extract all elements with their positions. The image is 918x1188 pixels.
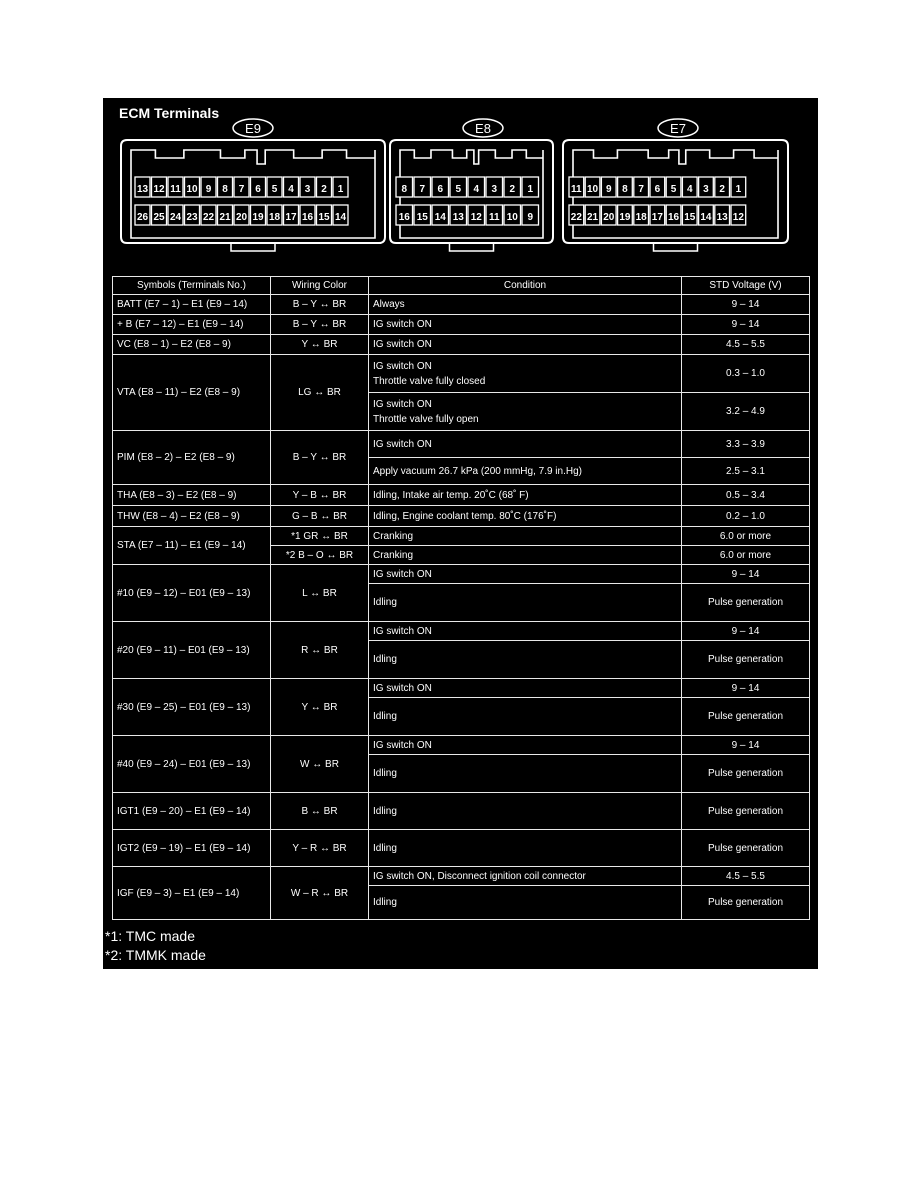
condition (369, 698, 682, 736)
footnote-1: *1: TMC made (105, 928, 195, 944)
wiring-color: Y – B ↔ BR (271, 485, 369, 506)
pin-number: 4 (473, 184, 480, 195)
terminal-symbol: THA (E8 – 3) – E2 (E8 – 9) (113, 485, 271, 506)
pin-number: 20 (235, 212, 248, 223)
pin-number: 13 (452, 212, 464, 223)
condition-line: Idling (373, 805, 397, 817)
condition (369, 679, 682, 698)
pin-number: 7 (638, 184, 644, 195)
pin-number: 7 (238, 184, 245, 195)
condition (369, 458, 682, 485)
pin-number: 21 (586, 212, 599, 223)
terminal-table (112, 276, 810, 920)
condition (369, 335, 682, 355)
pin-number: 2 (321, 184, 327, 195)
condition (369, 641, 682, 679)
pin-number: 9 (527, 212, 534, 223)
pin-number: 14 (334, 212, 347, 223)
pin-number: 10 (506, 212, 518, 223)
condition-line: IG switch ON (373, 339, 432, 350)
wiring-color: B – Y ↔ BR (271, 431, 369, 485)
pin-number: 20 (603, 212, 615, 223)
condition-line: Idling (373, 768, 397, 779)
terminal-symbol: VTA (E8 – 11) – E2 (E8 – 9) (113, 355, 271, 431)
std-voltage: 9 – 14 (682, 622, 810, 641)
condition-line: IG switch ON (373, 625, 432, 637)
std-voltage: Pulse generation (682, 886, 810, 920)
pin-number: 23 (186, 212, 198, 223)
wiring-color: R ↔ BR (271, 622, 369, 679)
condition (369, 622, 682, 641)
wiring-color: *1 GR ↔ BR (271, 527, 369, 546)
wiring-color: G – B ↔ BR (271, 506, 369, 527)
pin-number: 19 (619, 212, 631, 223)
terminal-symbol: #10 (E9 – 12) – E01 (E9 – 13) (113, 565, 271, 622)
connector-tab (231, 243, 275, 251)
std-voltage: 4.5 – 5.5 (682, 335, 810, 355)
connector-diagram (103, 98, 818, 273)
std-voltage: Pulse generation (682, 584, 810, 622)
pin-number: 12 (470, 212, 482, 223)
condition (369, 886, 682, 920)
pin-number: 5 (271, 184, 278, 195)
std-voltage: Pulse generation (682, 830, 810, 867)
condition-line: Idling, Intake air temp. 20˚C (68˚ F) (373, 489, 529, 501)
table-row (113, 793, 810, 830)
std-voltage: 6.0 or more (682, 546, 810, 565)
terminal-symbol: STA (E7 – 11) – E1 (E9 – 14) (113, 527, 271, 565)
pin-number: 9 (205, 184, 212, 195)
pin-number: 12 (732, 212, 744, 223)
pin-number: 18 (635, 212, 647, 223)
wiring-color: B – Y ↔ BR (271, 295, 369, 315)
ecm-terminals-panel (103, 98, 818, 969)
wiring-color: B ↔ BR (271, 793, 369, 830)
std-voltage: 2.5 – 3.1 (682, 458, 810, 485)
pin-number: 9 (605, 184, 612, 195)
terminal-symbol: #20 (E9 – 11) – E01 (E9 – 13) (113, 622, 271, 679)
pin-number: 6 (654, 184, 661, 195)
terminal-symbol: #40 (E9 – 24) – E01 (E9 – 13) (113, 736, 271, 793)
table-row (113, 506, 810, 527)
wiring-color: *2 B – O ↔ BR (271, 546, 369, 565)
terminal-symbol: BATT (E7 – 1) – E1 (E9 – 14) (113, 295, 271, 315)
terminal-symbol: PIM (E8 – 2) – E2 (E8 – 9) (113, 431, 271, 485)
pin-number: 16 (398, 212, 410, 223)
pin-number: 3 (491, 184, 498, 195)
condition (369, 431, 682, 458)
pin-number: 11 (571, 184, 582, 195)
footnotes (105, 927, 206, 965)
connector-label: E9 (245, 121, 261, 136)
pin-number: 13 (716, 212, 728, 223)
condition-line: Throttle valve fully closed (373, 375, 486, 387)
std-voltage: 3.2 – 4.9 (682, 393, 810, 431)
pin-number: 3 (703, 184, 709, 195)
pin-number: 5 (455, 184, 462, 195)
table-row (113, 315, 810, 335)
std-voltage: Pulse generation (682, 793, 810, 830)
condition-line: Cranking (373, 530, 414, 542)
terminal-symbol: THW (E8 – 4) – E2 (E8 – 9) (113, 506, 271, 527)
pin-number: 18 (268, 212, 281, 223)
std-voltage: 9 – 14 (682, 565, 810, 584)
condition-line: Throttle valve fully open (373, 413, 479, 425)
condition (369, 315, 682, 335)
pin-number: 11 (488, 212, 500, 223)
table-row (113, 527, 810, 546)
terminal-symbol: IGT2 (E9 – 19) – E1 (E9 – 14) (113, 830, 271, 867)
pin-number: 6 (255, 184, 261, 195)
pin-number: 8 (622, 184, 628, 195)
condition (369, 355, 682, 393)
std-voltage: Pulse generation (682, 755, 810, 793)
condition (369, 295, 682, 315)
terminal-symbol: IGT1 (E9 – 20) – E1 (E9 – 14) (113, 793, 271, 830)
pin-number: 15 (416, 212, 428, 223)
pin-number: 12 (153, 184, 165, 195)
condition (369, 867, 682, 886)
header-condition: Condition (369, 277, 682, 295)
pin-number: 1 (527, 184, 534, 195)
wiring-color: W – R ↔ BR (271, 867, 369, 920)
table-row (113, 736, 810, 755)
connector-tab (450, 243, 494, 251)
pin-number: 10 (186, 184, 198, 195)
std-voltage: 6.0 or more (682, 527, 810, 546)
wiring-color: Y – R ↔ BR (271, 830, 369, 867)
pin-number: 19 (252, 212, 264, 223)
header-std-voltage: STD Voltage (V) (682, 277, 810, 295)
panel-title: ECM Terminals (119, 105, 220, 121)
terminal-symbol: IGF (E9 – 3) – E1 (E9 – 14) (113, 867, 271, 920)
std-voltage: Pulse generation (682, 641, 810, 679)
std-voltage: 4.5 – 5.5 (682, 867, 810, 886)
condition-line: Idling (373, 711, 397, 722)
condition-line: Always (373, 299, 405, 310)
condition (369, 393, 682, 431)
wiring-color: Y ↔ BR (271, 679, 369, 736)
std-voltage: 9 – 14 (682, 679, 810, 698)
condition-line: IG switch ON (373, 438, 432, 450)
table-row (113, 830, 810, 867)
condition-line: IG switch ON (373, 360, 432, 372)
wiring-color: L ↔ BR (271, 565, 369, 622)
pin-number: 13 (136, 184, 149, 195)
condition-line: Apply vacuum 26.7 kPa (200 mmHg, 7.9 in.Hg) (373, 465, 582, 477)
pin-number: 17 (285, 212, 297, 223)
condition (369, 527, 682, 546)
table-header-row (113, 277, 810, 295)
pin-number: 1 (337, 184, 344, 195)
table-row (113, 355, 810, 393)
pin-number: 15 (684, 212, 696, 223)
terminal-symbol: + B (E7 – 12) – E1 (E9 – 14) (113, 315, 271, 335)
condition (369, 485, 682, 506)
table-row (113, 485, 810, 506)
condition-line: IG switch ON (373, 739, 432, 751)
pin-number: 21 (219, 212, 231, 223)
condition-line: Idling (373, 597, 397, 608)
footnote-2: *2: TMMK made (105, 947, 206, 963)
std-voltage: 0.5 – 3.4 (682, 485, 810, 506)
connector-tab (654, 243, 698, 251)
table-row (113, 431, 810, 458)
pin-number: 4 (686, 184, 693, 195)
table-row (113, 622, 810, 641)
condition (369, 584, 682, 622)
pin-number: 25 (153, 212, 165, 223)
pin-number: 15 (318, 212, 330, 223)
condition-line: Idling (373, 654, 397, 665)
table-row (113, 565, 810, 584)
pin-number: 2 (509, 184, 516, 195)
header-wiring-color: Wiring Color (271, 277, 369, 295)
pin-number: 11 (170, 184, 181, 195)
condition-line: IG switch ON, Disconnect ignition coil connector (373, 870, 586, 882)
condition-line: IG switch ON (373, 319, 432, 330)
table-row (113, 679, 810, 698)
std-voltage: 9 – 14 (682, 736, 810, 755)
table-row (113, 335, 810, 355)
pin-number: 8 (222, 184, 228, 195)
pin-number: 26 (136, 212, 149, 223)
std-voltage: 0.3 – 1.0 (682, 355, 810, 393)
condition (369, 755, 682, 793)
terminal-symbol: VC (E8 – 1) – E2 (E8 – 9) (113, 335, 271, 355)
connector-e7 (563, 119, 788, 251)
condition-line: IG switch ON (373, 398, 432, 410)
connector-e9 (121, 119, 385, 251)
pin-number: 4 (288, 184, 294, 195)
pin-number: 16 (301, 212, 314, 223)
pin-number: 22 (570, 212, 582, 223)
pin-number: 5 (670, 184, 677, 195)
pin-number: 14 (700, 212, 712, 223)
connector-e8 (390, 119, 553, 251)
table-row (113, 295, 810, 315)
condition (369, 565, 682, 584)
pin-number: 3 (304, 184, 311, 195)
wiring-color: LG ↔ BR (271, 355, 369, 431)
condition-line: IG switch ON (373, 568, 432, 580)
pin-number: 17 (651, 212, 663, 223)
condition (369, 506, 682, 527)
pin-number: 1 (735, 184, 742, 195)
condition-line: Idling (373, 842, 397, 854)
wiring-color: W ↔ BR (271, 736, 369, 793)
condition-line: Idling (373, 897, 397, 908)
std-voltage: 3.3 – 3.9 (682, 431, 810, 458)
pin-number: 14 (434, 212, 446, 223)
pin-number: 16 (667, 212, 680, 223)
std-voltage: 9 – 14 (682, 295, 810, 315)
header-symbols: Symbols (Terminals No.) (113, 277, 271, 295)
std-voltage: 9 – 14 (682, 315, 810, 335)
connector-label: E8 (475, 121, 491, 136)
condition-line: IG switch ON (373, 682, 432, 694)
pin-number: 24 (169, 212, 182, 223)
pin-number: 22 (202, 212, 215, 223)
pin-number: 8 (401, 184, 408, 195)
pin-number: 2 (719, 184, 725, 195)
std-voltage: Pulse generation (682, 698, 810, 736)
condition-line: Cranking (373, 549, 414, 561)
condition (369, 736, 682, 755)
condition (369, 546, 682, 565)
pin-number: 10 (586, 184, 599, 195)
std-voltage: 0.2 – 1.0 (682, 506, 810, 527)
wiring-color: B – Y ↔ BR (271, 315, 369, 335)
pin-number: 6 (437, 184, 444, 195)
condition (369, 830, 682, 867)
condition-line: Idling, Engine coolant temp. 80˚C (176˚F) (373, 510, 557, 522)
condition (369, 793, 682, 830)
pin-number: 7 (419, 184, 426, 195)
table-row (113, 867, 810, 886)
connector-label: E7 (670, 121, 686, 136)
terminal-symbol: #30 (E9 – 25) – E01 (E9 – 13) (113, 679, 271, 736)
wiring-color: Y ↔ BR (271, 335, 369, 355)
